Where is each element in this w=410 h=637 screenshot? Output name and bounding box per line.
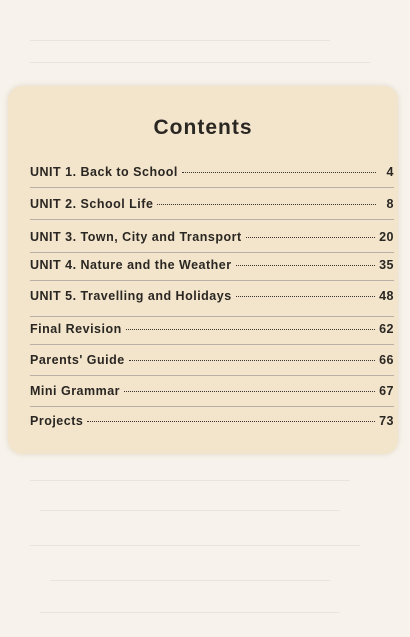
dot-leader xyxy=(246,237,375,238)
toc-entry-page: 67 xyxy=(379,384,394,398)
toc-entry-unit-3[interactable] xyxy=(30,230,394,250)
divider xyxy=(30,406,394,407)
toc-entry-page: 66 xyxy=(379,353,394,367)
toc-entry-page: 20 xyxy=(379,230,394,244)
dot-leader xyxy=(87,421,375,422)
toc-entry-label: UNIT 5. Travelling and Holidays xyxy=(30,289,232,303)
dot-leader xyxy=(157,204,376,205)
divider xyxy=(30,344,394,345)
toc-entry-unit-2[interactable] xyxy=(30,197,394,217)
toc-entry-unit-4[interactable] xyxy=(30,258,394,278)
toc-entry-label: UNIT 1. Back to School xyxy=(30,165,178,179)
dot-leader xyxy=(236,296,375,297)
toc-entry-page: 4 xyxy=(386,165,394,179)
toc-entry-page: 35 xyxy=(379,258,394,272)
divider xyxy=(30,375,394,376)
divider xyxy=(30,280,394,281)
divider xyxy=(30,187,394,188)
dot-leader xyxy=(124,391,375,392)
toc-entry-page: 73 xyxy=(379,414,394,428)
divider xyxy=(30,219,394,220)
contents-panel xyxy=(8,86,398,454)
toc-entry-label: UNIT 2. School Life xyxy=(30,197,154,211)
toc-entry-label: Projects xyxy=(30,414,84,428)
divider xyxy=(30,316,394,317)
page-title: Contents xyxy=(153,116,253,139)
toc-entry-mini-grammar[interactable] xyxy=(30,384,394,404)
divider xyxy=(30,252,394,253)
toc-entry-label: Mini Grammar xyxy=(30,384,121,398)
toc-entry-final-revision[interactable] xyxy=(30,322,394,342)
toc-entry-page: 48 xyxy=(379,289,394,303)
toc-entry-label: Parents' Guide xyxy=(30,353,125,367)
toc-entry-page: 8 xyxy=(386,197,394,211)
dot-leader xyxy=(236,265,375,266)
toc-entry-page: 62 xyxy=(379,322,394,336)
dot-leader xyxy=(129,360,375,361)
toc-entry-unit-1[interactable] xyxy=(30,165,394,185)
toc-entry-label: UNIT 4. Nature and the Weather xyxy=(30,258,232,272)
toc-entry-label: Final Revision xyxy=(30,322,122,336)
toc-entry-parents-guide[interactable] xyxy=(30,353,394,373)
toc-entry-label: UNIT 3. Town, City and Transport xyxy=(30,230,242,244)
toc-entry-unit-5[interactable] xyxy=(30,289,394,309)
dot-leader xyxy=(126,329,375,330)
dot-leader xyxy=(182,172,376,173)
toc-entry-projects[interactable] xyxy=(30,414,394,434)
